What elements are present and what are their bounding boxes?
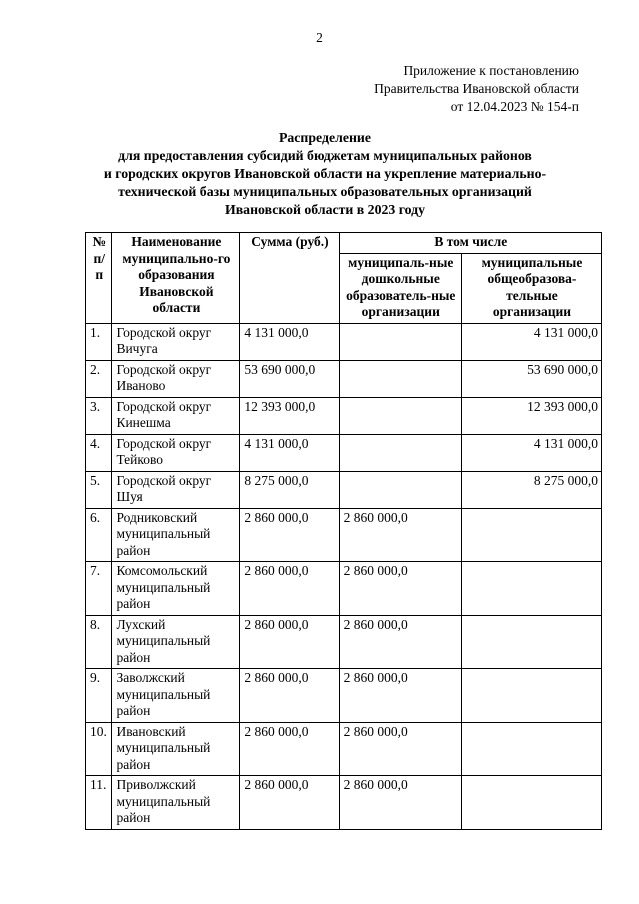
preschool-sum xyxy=(339,397,461,434)
municipality-name: Лухский муниципальный район xyxy=(112,615,240,669)
table-row xyxy=(86,615,602,669)
preschool-sum: 2 860 000,0 xyxy=(339,562,461,616)
general-education-sum: 8 275 000,0 xyxy=(461,471,601,508)
general-education-sum xyxy=(461,615,601,669)
title-line-2: для предоставления субсидий бюджетам муниципальных районов xyxy=(118,148,532,163)
row-number: 9. xyxy=(86,669,112,723)
table-row xyxy=(86,360,602,397)
total-sum: 2 860 000,0 xyxy=(240,615,339,669)
total-sum: 2 860 000,0 xyxy=(240,508,339,562)
total-sum: 4 131 000,0 xyxy=(240,434,339,471)
row-number: 3. xyxy=(86,397,112,434)
municipality-name: Комсомольский муниципальный район xyxy=(112,562,240,616)
total-sum: 2 860 000,0 xyxy=(240,776,339,830)
table-row xyxy=(86,471,602,508)
municipality-name: Городской округ Кинешма xyxy=(112,397,240,434)
table-row xyxy=(86,434,602,471)
row-number: 6. xyxy=(86,508,112,562)
row-number: 10. xyxy=(86,722,112,776)
table-row xyxy=(86,776,602,830)
header-sum: Сумма (руб.) xyxy=(240,233,339,324)
municipality-name: Городской округ Вичуга xyxy=(112,323,240,360)
header-preschool: муниципаль-ные дошкольные образователь-ные организации xyxy=(339,253,461,323)
preschool-sum xyxy=(339,323,461,360)
preschool-sum xyxy=(339,360,461,397)
header-row-1 xyxy=(86,233,602,254)
table-row xyxy=(86,323,602,360)
header-including: В том числе xyxy=(339,233,601,254)
page-number: 2 xyxy=(316,30,323,45)
appendix-line-2: Правительства Ивановской области xyxy=(374,81,579,96)
row-number: 5. xyxy=(86,471,112,508)
title-line-1: Распределение xyxy=(278,130,371,145)
municipality-name: Ивановский муниципальный район xyxy=(112,722,240,776)
general-education-sum: 4 131 000,0 xyxy=(461,434,601,471)
distribution-table xyxy=(85,232,602,830)
general-education-sum xyxy=(461,562,601,616)
preschool-sum: 2 860 000,0 xyxy=(339,669,461,723)
row-number: 7. xyxy=(86,562,112,616)
table-row xyxy=(86,722,602,776)
general-education-sum: 53 690 000,0 xyxy=(461,360,601,397)
municipality-name: Приволжский муниципальный район xyxy=(112,776,240,830)
preschool-sum: 2 860 000,0 xyxy=(339,508,461,562)
preschool-sum xyxy=(339,434,461,471)
title-line-5: Ивановской области в 2023 году xyxy=(224,202,426,217)
preschool-sum: 2 860 000,0 xyxy=(339,615,461,669)
table-row xyxy=(86,562,602,616)
row-number: 4. xyxy=(86,434,112,471)
table-row xyxy=(86,397,602,434)
document-title xyxy=(60,129,590,219)
municipality-name: Родниковский муниципальный район xyxy=(112,508,240,562)
title-line-4: технической базы муниципальных образовательных организаций xyxy=(118,184,532,199)
total-sum: 12 393 000,0 xyxy=(240,397,339,434)
preschool-sum xyxy=(339,471,461,508)
municipality-name: Заволжский муниципальный район xyxy=(112,669,240,723)
table-row xyxy=(86,508,602,562)
municipality-name: Городской округ Тейково xyxy=(112,434,240,471)
general-education-sum: 12 393 000,0 xyxy=(461,397,601,434)
total-sum: 53 690 000,0 xyxy=(240,360,339,397)
total-sum: 8 275 000,0 xyxy=(240,471,339,508)
header-name: Наименование муниципально-го образования Ивановской области xyxy=(112,233,240,324)
row-number: 8. xyxy=(86,615,112,669)
municipality-name: Городской округ Шуя xyxy=(112,471,240,508)
table-row xyxy=(86,669,602,723)
header-general: муниципальные общеобразова-тельные организации xyxy=(461,253,601,323)
title-line-3: и городских округов Ивановской области на укрепление материально- xyxy=(103,166,547,181)
general-education-sum xyxy=(461,776,601,830)
header-num: № п/п xyxy=(86,233,112,324)
table-body xyxy=(86,323,602,829)
total-sum: 2 860 000,0 xyxy=(240,669,339,723)
general-education-sum: 4 131 000,0 xyxy=(461,323,601,360)
preschool-sum: 2 860 000,0 xyxy=(339,722,461,776)
appendix-block xyxy=(374,62,579,116)
total-sum: 2 860 000,0 xyxy=(240,722,339,776)
municipality-name: Городской округ Иваново xyxy=(112,360,240,397)
general-education-sum xyxy=(461,669,601,723)
appendix-line-1: Приложение к постановлению xyxy=(403,63,579,78)
total-sum: 4 131 000,0 xyxy=(240,323,339,360)
general-education-sum xyxy=(461,508,601,562)
row-number: 1. xyxy=(86,323,112,360)
general-education-sum xyxy=(461,722,601,776)
row-number: 11. xyxy=(86,776,112,830)
row-number: 2. xyxy=(86,360,112,397)
total-sum: 2 860 000,0 xyxy=(240,562,339,616)
preschool-sum: 2 860 000,0 xyxy=(339,776,461,830)
appendix-line-3: от 12.04.2023 № 154-п xyxy=(450,99,579,114)
